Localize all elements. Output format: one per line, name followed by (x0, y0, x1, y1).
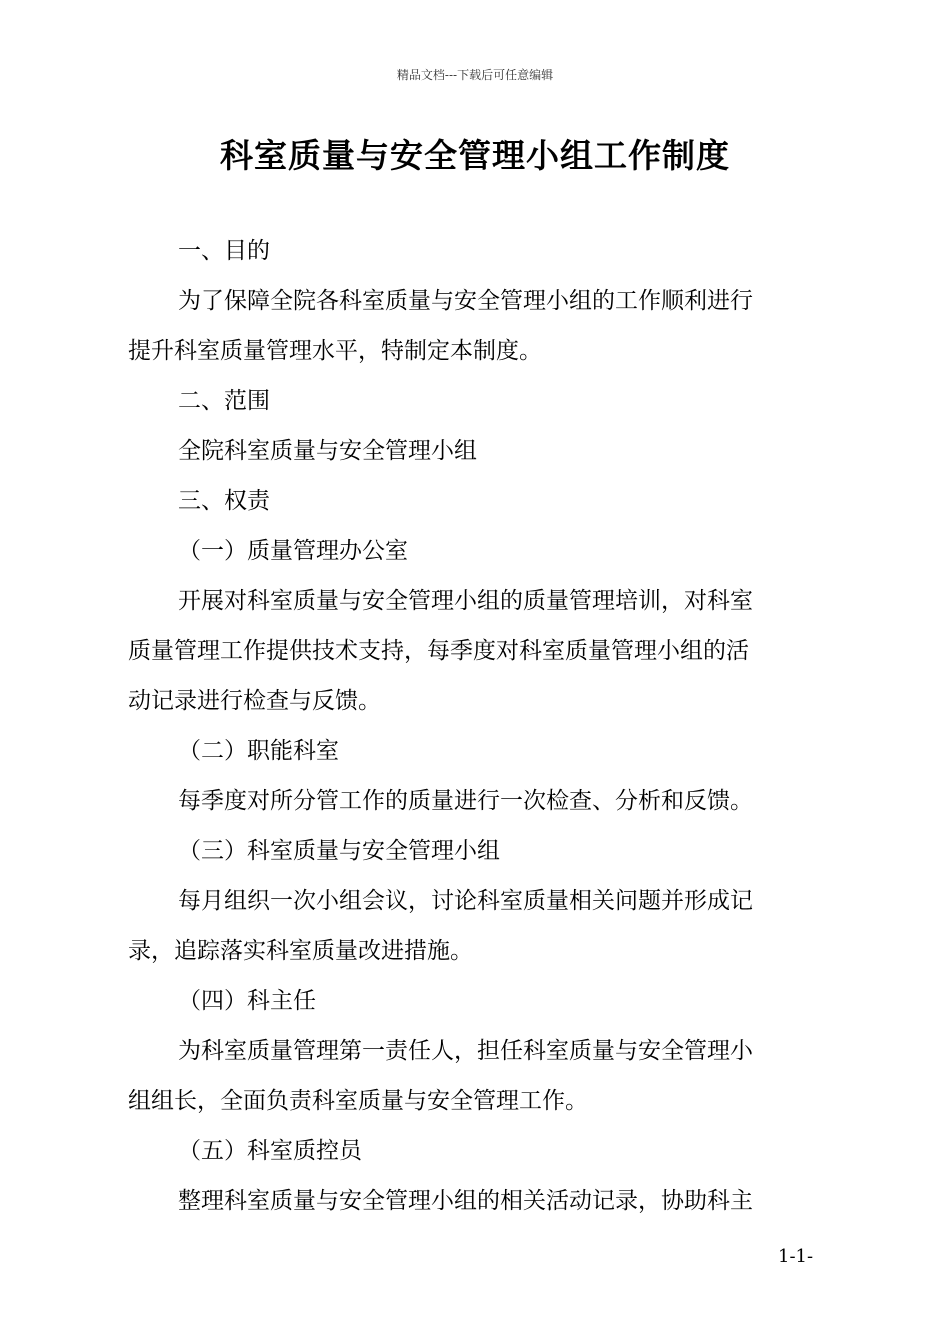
paragraph-line: 提升科室质量管理水平，特制定本制度。 (128, 338, 542, 364)
paragraph-line: 为了保障全院各科室质量与安全管理小组的工作顺利进行 (178, 288, 753, 314)
section-heading-purpose: 一、目的 (178, 238, 270, 264)
section-heading-scope: 二、范围 (178, 388, 270, 414)
paragraph-line: 开展对科室质量与安全管理小组的质量管理培训，对科室 (178, 588, 753, 614)
paragraph-line: 全院科室质量与安全管理小组 (178, 438, 477, 464)
paragraph-line: 整理科室质量与安全管理小组的相关活动记录，协助科主 (178, 1188, 753, 1214)
paragraph-line: 每季度对所分管工作的质量进行一次检查、分析和反馈。 (178, 788, 753, 814)
paragraph-line: 动记录进行检查与反馈。 (128, 688, 381, 714)
subheading-quality-controller: （五）科室质控员 (178, 1138, 362, 1164)
subheading-quality-office: （一）质量管理办公室 (178, 538, 408, 564)
page-number: 1-1- (778, 1246, 814, 1267)
subheading-quality-group: （三）科室质量与安全管理小组 (178, 838, 500, 864)
subheading-department-director: （四）科主任 (178, 988, 316, 1014)
document-title: 科室质量与安全管理小组工作制度 (220, 136, 730, 175)
subheading-functional-departments: （二）职能科室 (178, 738, 339, 764)
paragraph-line: 录，追踪落实科室质量改进措施。 (128, 938, 473, 964)
paragraph-line: 为科室质量管理第一责任人，担任科室质量与安全管理小 (178, 1038, 753, 1064)
page-header: 精品文档---下载后可任意编辑 (396, 68, 554, 82)
paragraph-line: 组组长，全面负责科室质量与安全管理工作。 (128, 1088, 588, 1114)
paragraph-line: 每月组织一次小组会议，讨论科室质量相关问题并形成记 (178, 888, 753, 914)
paragraph-line: 质量管理工作提供技术支持，每季度对科室质量管理小组的活 (128, 638, 749, 664)
section-heading-responsibilities: 三、权责 (178, 488, 270, 514)
